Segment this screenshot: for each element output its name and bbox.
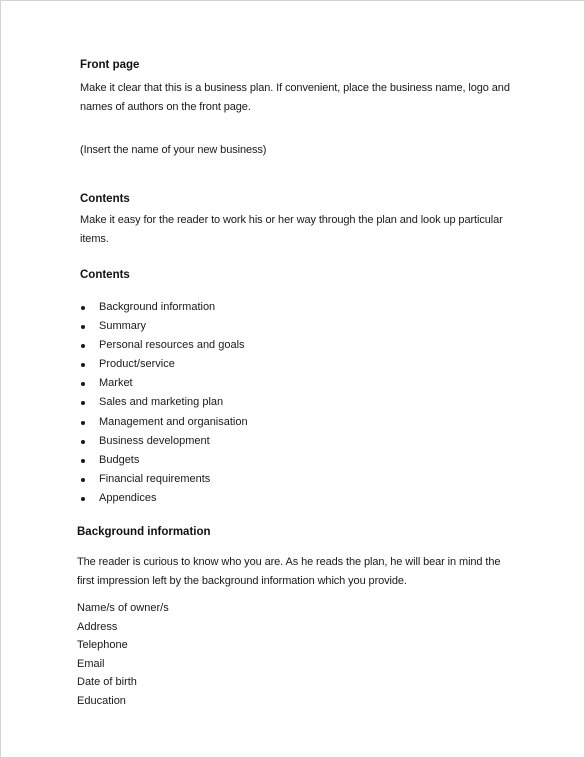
bullet-icon (81, 401, 85, 405)
bullet-icon (81, 421, 85, 425)
background-heading: Background information (77, 526, 211, 538)
field-label: Name/s of owner/s (77, 602, 169, 614)
list-item-label: Sales and marketing plan (99, 396, 224, 409)
bullet-icon (81, 363, 85, 367)
list-item-label: Management and organisation (99, 415, 248, 428)
list-item-label: Summary (99, 320, 147, 333)
list-item-label: Financial requirements (99, 472, 211, 485)
business-name-placeholder: (Insert the name of your new business) (80, 144, 267, 156)
bullet-icon (81, 497, 85, 501)
list-item-label: Personal resources and goals (99, 339, 245, 352)
list-item-label: Budgets (99, 453, 140, 466)
field-label: Address (77, 620, 118, 633)
bullet-icon (81, 478, 85, 482)
bullet-icon (81, 325, 85, 329)
bullet-icon (81, 459, 85, 463)
bullet-icon (81, 344, 85, 348)
contents-intro-heading: Contents (80, 193, 130, 205)
front-page-paragraph: Make it clear that this is a business plan. If convenient, place the business name, logo and names of authors on the front page. (80, 82, 510, 113)
bullet-icon (81, 440, 85, 444)
list-item-label: Business development (99, 434, 210, 447)
field-label: Date of birth (77, 676, 137, 688)
field-label: Education (77, 694, 126, 707)
field-label: Email (77, 657, 105, 670)
list-item-label: Appendices (99, 491, 157, 504)
list-item-label: Market (99, 377, 133, 390)
field-label: Telephone (77, 639, 128, 651)
list-item-label: Product/service (99, 358, 175, 371)
background-paragraph: The reader is curious to know who you are. As he reads the plan, he will bear in mind the first impression left by the background information which you provide. (77, 556, 501, 587)
contents-list-heading: Contents (80, 269, 130, 281)
contents-intro-paragraph: Make it easy for the reader to work his or her way through the plan and look up particular items. (80, 214, 503, 245)
front-page-heading: Front page (80, 59, 140, 71)
bullet-icon (81, 306, 85, 310)
list-item-label: Background information (99, 301, 216, 313)
bullet-icon (81, 382, 85, 386)
background-field-list (77, 599, 169, 710)
